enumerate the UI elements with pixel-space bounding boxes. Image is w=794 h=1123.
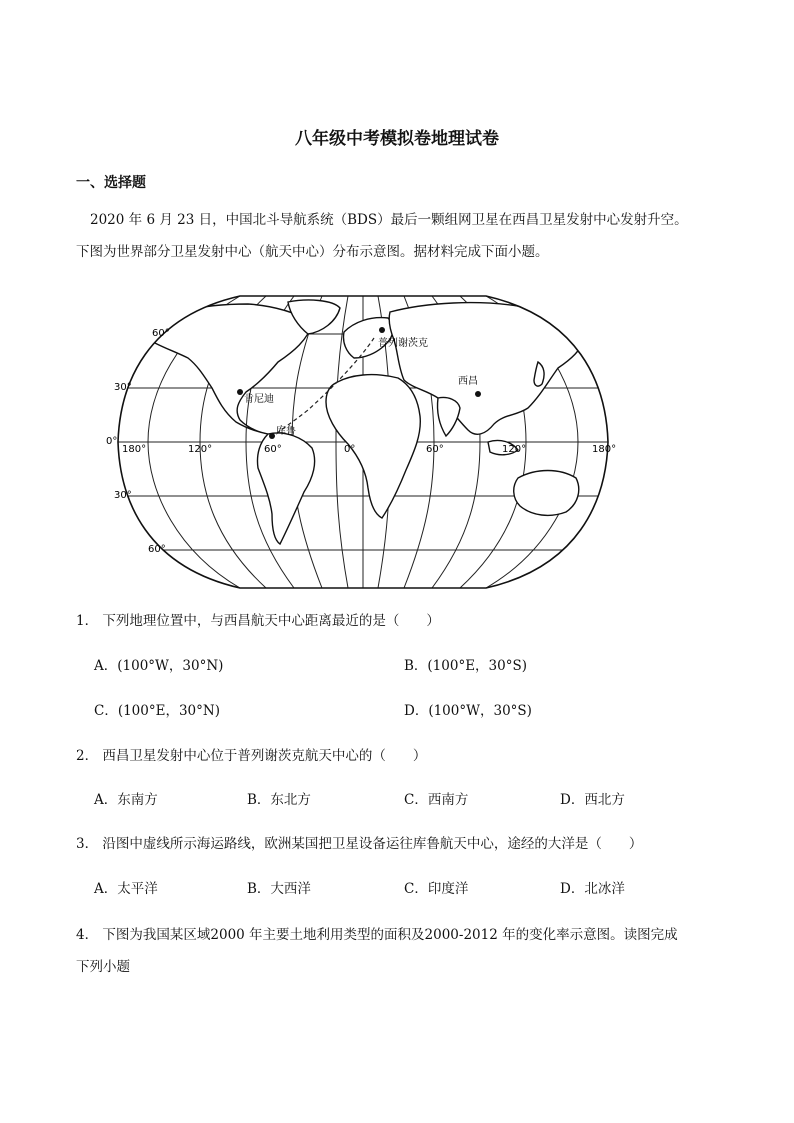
section-heading: 一、选择题 bbox=[76, 175, 146, 191]
intro-line-1: 2020 年 6 月 23 日，中国北斗导航系统（BDS）最后一颗组网卫星在西昌卫星发射中心发射升空。 bbox=[90, 212, 688, 228]
question-text: 下列地理位置中，与西昌航天中心距离最近的是（ ） bbox=[102, 613, 440, 629]
option-b: B．(100°E，30°S) bbox=[404, 658, 528, 674]
lat-label: 60° bbox=[148, 544, 166, 555]
question-number: 4． bbox=[76, 927, 99, 943]
lon-label: 180° bbox=[122, 444, 147, 455]
question-number: 1． bbox=[76, 613, 99, 629]
option-a: A．东南方 bbox=[94, 792, 158, 808]
lon-label: 0° bbox=[344, 444, 356, 455]
lat-label: 60° bbox=[152, 328, 170, 339]
option-d: D．西北方 bbox=[560, 792, 625, 808]
page-title: 八年级中考模拟卷地理试卷 bbox=[295, 129, 499, 149]
option-c: C．西南方 bbox=[404, 792, 469, 808]
lon-label: 60° bbox=[426, 444, 444, 455]
option-b: B．东北方 bbox=[247, 792, 311, 808]
lat-label: 0° bbox=[106, 436, 118, 447]
option-c: C．印度洋 bbox=[404, 881, 469, 897]
center-marker bbox=[269, 433, 275, 439]
lon-label: 120° bbox=[502, 444, 527, 455]
question-4 bbox=[76, 925, 678, 945]
intro-line-2: 下图为世界部分卫星发射中心（航天中心）分布示意图。据材料完成下面小题。 bbox=[76, 244, 549, 260]
question-text: 沿图中虚线所示海运路线，欧洲某国把卫星设备运往库鲁航天中心，途经的大洋是（ ） bbox=[102, 836, 643, 852]
lat-label: 30° bbox=[114, 382, 132, 393]
lon-label: 120° bbox=[188, 444, 213, 455]
option-a: A．(100°W，30°N) bbox=[94, 658, 224, 674]
lon-label: 60° bbox=[264, 444, 282, 455]
center-label: 西昌 bbox=[458, 376, 478, 387]
option-d: D．(100°W，30°S) bbox=[404, 703, 532, 719]
question-4-continued: 下列小题 bbox=[76, 959, 130, 975]
lon-label: 180° bbox=[592, 444, 617, 455]
question-2 bbox=[76, 746, 426, 766]
question-number: 2． bbox=[76, 748, 99, 764]
center-marker bbox=[475, 391, 481, 397]
option-b: B．大西洋 bbox=[247, 881, 311, 897]
center-label: 肯尼迪 bbox=[244, 394, 274, 405]
center-marker bbox=[379, 327, 385, 333]
option-c: C．(100°E，30°N) bbox=[94, 703, 220, 719]
center-label: 普列谢茨克 bbox=[378, 338, 428, 349]
option-a: A．太平洋 bbox=[94, 881, 158, 897]
world-map bbox=[108, 292, 618, 592]
question-3 bbox=[76, 834, 642, 854]
question-1 bbox=[76, 611, 440, 631]
center-label: 库鲁 bbox=[276, 426, 296, 437]
option-d: D．北冰洋 bbox=[560, 881, 625, 897]
question-text: 下图为我国某区域2000 年主要土地利用类型的面积及2000-2012 年的变化率示意图。读图完成 bbox=[102, 927, 678, 943]
center-marker bbox=[237, 389, 243, 395]
question-number: 3． bbox=[76, 836, 99, 852]
question-text: 西昌卫星发射中心位于普列谢茨克航天中心的（ ） bbox=[102, 748, 427, 764]
map-graticule bbox=[108, 292, 618, 592]
lat-label: 30° bbox=[114, 490, 132, 501]
